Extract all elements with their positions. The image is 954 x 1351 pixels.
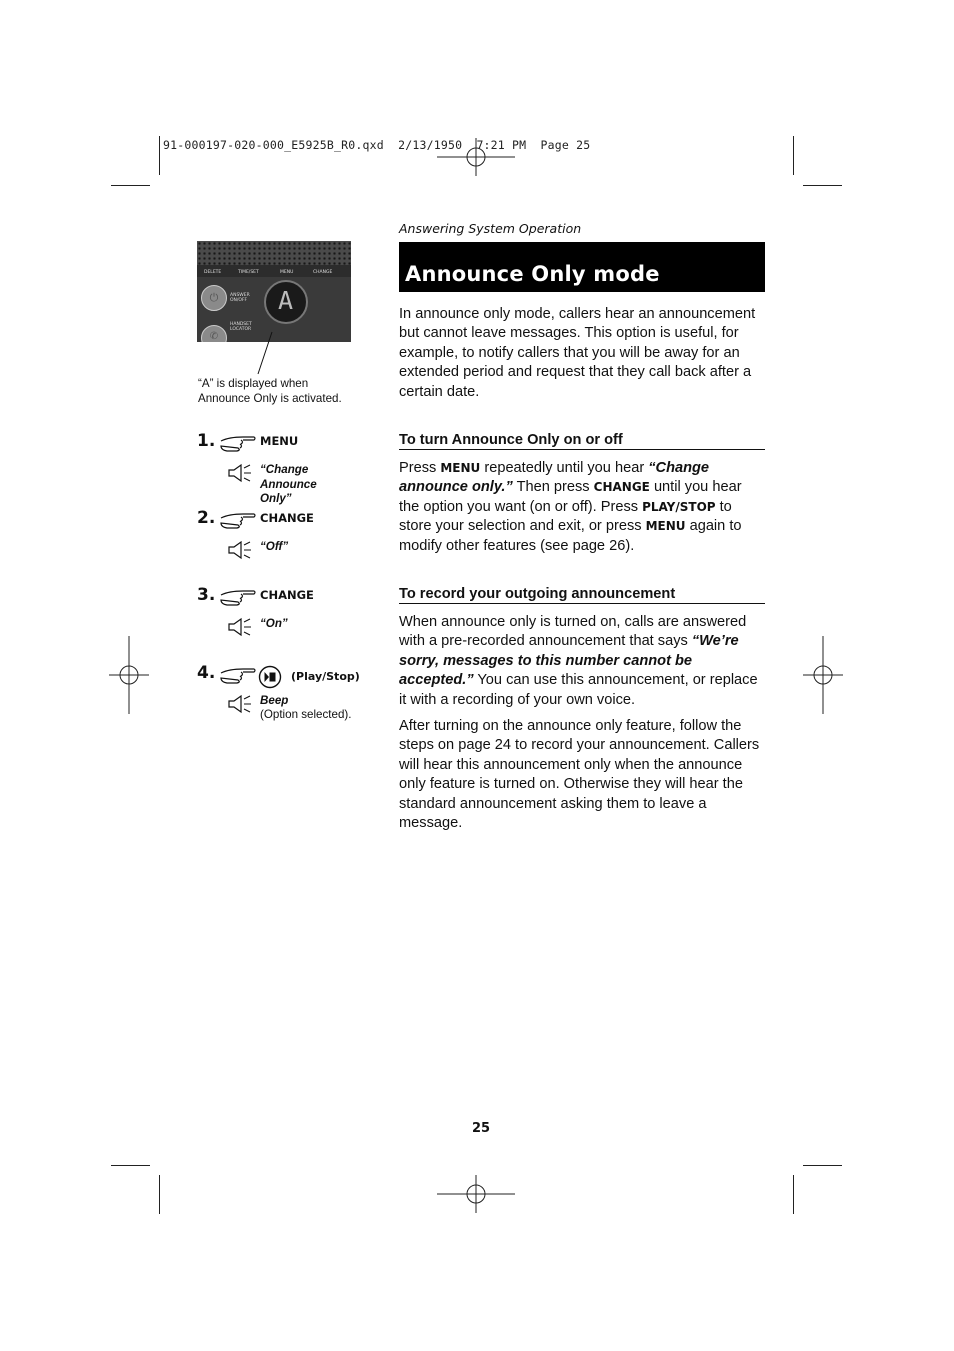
step-key: CHANGE: [260, 511, 314, 525]
press-hand-icon: [219, 587, 257, 607]
crop-mark: [803, 1165, 842, 1166]
step-number: 3.: [197, 585, 216, 605]
quoted-prompt: “We’re sorry, messages to this number cannot be accepted.”: [399, 633, 739, 689]
page-number: 25: [471, 1121, 491, 1136]
text: You can use this announcement, or replace it with a recording of your own voice.: [399, 672, 758, 708]
crop-mark: [803, 185, 842, 186]
speaker-icon: [227, 617, 253, 637]
crop-mark: [111, 1165, 150, 1166]
text: again to modify other features (see page 26).: [399, 518, 742, 554]
play-stop-button-icon: [258, 665, 282, 689]
panel-label-change: CHANGE: [313, 270, 333, 275]
text: When announce only is turned on, calls are answered with a pre-recorded announcement that says: [399, 614, 747, 650]
lcd-display: [264, 280, 308, 324]
step-announcement: “Change Announce Only”: [260, 463, 317, 505]
panel-label-answer: ANSWER ON/OFF: [230, 293, 250, 303]
section-label: Answering System Operation: [399, 221, 582, 236]
speaker-icon: [227, 694, 253, 714]
text: repeatedly until you hear: [480, 460, 649, 476]
print-slug: 91-000197-020-000_E5925B_R0.qxd 2/13/1950 7:21 PM Page 25: [163, 138, 591, 152]
answering-machine-panel-image: [197, 241, 351, 342]
step-number: 4.: [197, 663, 216, 683]
section-heading: To record your outgoing announcement: [399, 586, 765, 604]
key-name: CHANGE: [593, 480, 650, 495]
display-character: A: [278, 286, 294, 315]
figure-caption: “A” is displayed when Announce Only is activated.: [198, 377, 342, 405]
speaker-grille: [197, 241, 351, 265]
crop-mark: [793, 136, 794, 175]
registration-mark-left: [109, 636, 149, 714]
panel-label-menu: MENU: [280, 270, 294, 275]
key-name: MENU: [645, 519, 686, 534]
step-announcement: “On”: [260, 617, 288, 630]
press-hand-icon: [219, 510, 257, 530]
section-paragraph: After turning on the announce only feature, follow the steps on page 24 to record your announcement. Callers will hear this announcement only when the announce only feature is turned on. Otherwise they will hear the standard announcement asking them to leave a message.: [399, 718, 760, 832]
key-name: PLAY/STOP: [642, 499, 716, 514]
intro-paragraph: In announce only mode, callers hear an announcement but cannot leave messages. This option is useful, for example, to notify callers that you will be away for an extended period and request that they call back after a certain date.: [399, 306, 756, 400]
text: Then press: [512, 479, 594, 496]
speaker-icon: [227, 463, 253, 483]
key-name: MENU: [440, 461, 481, 475]
title-bar: [399, 242, 765, 292]
text: to store your selection and exit, or press: [399, 498, 732, 535]
crop-mark: [111, 185, 150, 186]
section-paragraph: [399, 459, 765, 556]
handset-locator-icon: ✆: [201, 325, 227, 342]
step-announcement: “Off”: [260, 540, 289, 553]
step-key: MENU: [260, 434, 299, 448]
press-hand-icon: [219, 433, 257, 453]
text: Press: [399, 460, 441, 476]
step-note: (Option selected).: [260, 708, 352, 721]
callout-line: [255, 330, 275, 376]
power-icon: ⏻: [201, 285, 227, 311]
panel-label-delete: DELETE: [204, 270, 222, 275]
registration-mark-bottom: [437, 1175, 515, 1213]
speaker-icon: [227, 540, 253, 560]
press-hand-icon: [219, 665, 257, 685]
text: until you hear the option you want (on or off). Press: [399, 479, 742, 515]
step-key: (Play/Stop): [291, 670, 360, 683]
quoted-prompt: “Change announce only.”: [399, 460, 710, 496]
step-number: 1.: [197, 431, 216, 451]
step-number: 2.: [197, 508, 216, 528]
registration-mark-right: [803, 636, 843, 714]
crop-mark: [793, 1175, 794, 1214]
section-heading: To turn Announce Only on or off: [399, 432, 765, 450]
crop-mark: [159, 1175, 160, 1214]
crop-mark: [159, 136, 160, 175]
step-announcement: Beep: [260, 694, 289, 707]
section-paragraph: [399, 613, 765, 710]
panel-label-timeset: TIME/SET: [238, 270, 259, 275]
step-key: CHANGE: [260, 588, 314, 602]
panel-label-handset: HANDSET LOCATOR: [230, 322, 252, 332]
page-title: Announce Only mode: [405, 262, 660, 286]
